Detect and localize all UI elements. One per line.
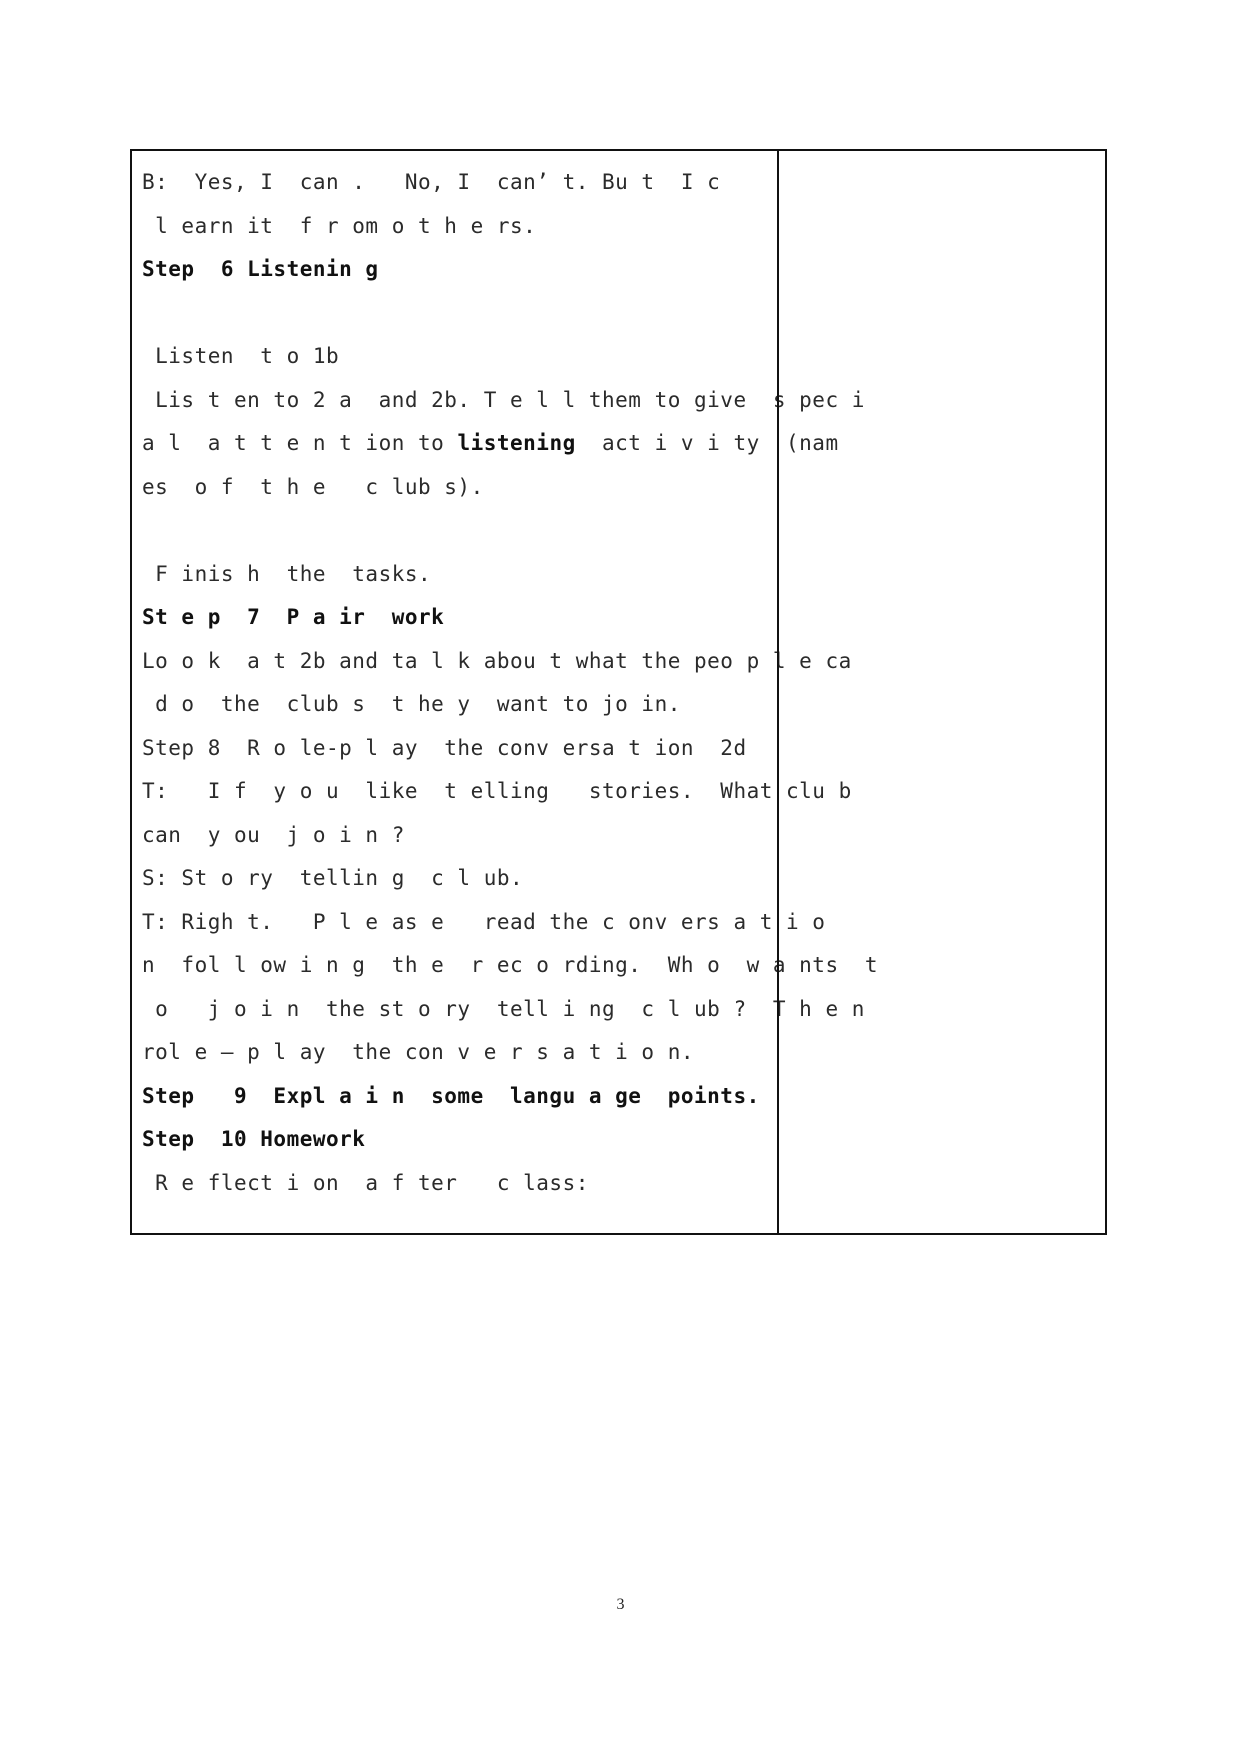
text-line: d o the club s t he y want to jo in. [142, 692, 681, 716]
text-fragment: act i v i ty (nam [575, 431, 839, 455]
text-line: S: St o ry tellin g c l ub. [142, 866, 524, 890]
blank-line [142, 292, 774, 336]
text-line: Lo o k a t 2b and ta l k abou t what the peo p l e ca [142, 648, 852, 673]
text-line: can y ou j o i n ? [142, 822, 405, 847]
step-heading: Step 9 Expl a i n some langu a ge points. [142, 1083, 760, 1108]
text-line: T: I f y o u like t elling stories. What clu b [142, 779, 852, 803]
text-line: l earn it f r om o t h e rs. [142, 213, 537, 238]
step-heading-plain: Step 8 R o le-p l ay the conv ersa t ion 2d [142, 735, 747, 760]
step-heading: St e p 7 P a ir work [142, 605, 445, 629]
step-heading: Step 10 Homework [142, 1127, 366, 1151]
notes-cell [779, 151, 1105, 1233]
text-line: F inis h the tasks. [142, 561, 432, 586]
step-heading: Step 6 Listenin g [142, 257, 379, 281]
page-number: 3 [616, 1596, 625, 1613]
text-line: o j o i n the st o ry tell i ng c l ub ? T h e n [142, 996, 865, 1021]
text-line: rol e — p l ay the con v e r s a t i o n. [142, 1040, 695, 1064]
text-line: B: Yes, I can . No, I can’ t. Bu t I c [142, 170, 721, 194]
reflection-line: R e flect i on a f ter c lass: [142, 1170, 589, 1195]
bold-keyword: listening [457, 431, 576, 455]
text-line: Listen t o 1b [142, 344, 340, 368]
text-line [142, 422, 839, 466]
lesson-steps-cell [142, 161, 879, 1205]
lesson-table [130, 149, 1107, 1235]
text-line: es o f t h e c lub s). [142, 474, 484, 499]
text-line: T: Righ t. P l e as e read the c onv ers a t i o [142, 909, 826, 934]
text-line: n fol l ow i n g th e r ec o rding. Wh o w a nts t [142, 953, 879, 977]
text-line: Lis t en to 2 a and 2b. T e l l them to give s pec i [142, 387, 865, 412]
blank-line [142, 509, 774, 553]
text-fragment: a l a t t e n t ion to [142, 431, 458, 455]
